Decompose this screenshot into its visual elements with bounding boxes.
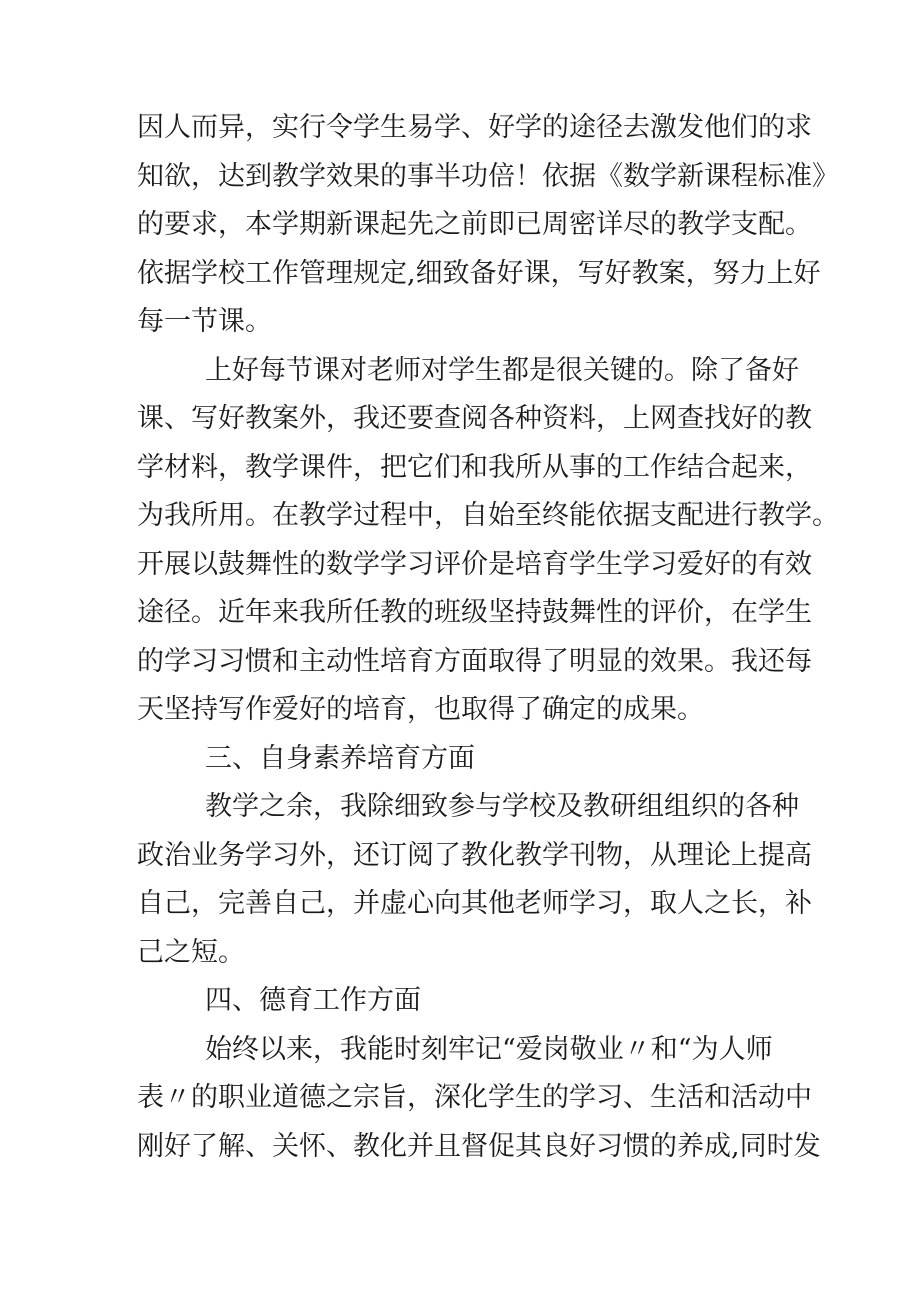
text-line: 四、德育工作方面	[205, 985, 421, 1016]
text-line: 知欲，达到教学效果的事半功倍！依据《数学新课程标准》	[137, 160, 839, 192]
document-body	[137, 104, 839, 1171]
text-line: 己之短。	[137, 936, 245, 968]
text-line: 自己，完善自己，并虚心向其他老师学习，取人之长，补	[137, 888, 812, 919]
text-line: 依据学校工作管理规定,细致备好课，写好教案，努力上好	[137, 257, 821, 289]
text-line: 的学习习惯和主动性培育方面取得了明显的效果。我还每	[137, 645, 812, 677]
text-line: 学材料，教学课件，把它们和我所从事的工作结合起来，	[137, 451, 812, 483]
text-line: 教学之余，我除细致参与学校及教研组组织的各种	[205, 791, 799, 822]
text-line: 表〃的职业道德之宗旨，深化学生的学习、生活和活动中	[137, 1082, 812, 1113]
text-line: 刚好了解、关怀、教化并且督促其良好习惯的养成,同时发	[137, 1130, 821, 1162]
text-line: 每一节课。	[137, 306, 272, 337]
text-line: 途径。近年来我所任教的班级坚持鼓舞性的评价，在学生	[137, 597, 812, 628]
text-line: 三、自身素养培育方面	[205, 742, 475, 774]
text-line: 开展以鼓舞性的数学学习评价是培育学生学习爱好的有效	[137, 548, 812, 580]
text-line: 天坚持写作爱好的培育，也取得了确定的成果。	[137, 694, 704, 725]
text-line: 为我所用。在教学过程中，自始至终能依据支配进行教学。	[137, 500, 839, 531]
text-line: 因人而异，实行令学生易学、好学的途径去激发他们的求	[137, 112, 812, 143]
text-line: 的要求，本学期新课起先之前即已周密详尽的教学支配。	[137, 209, 812, 240]
text-line: 始终以来，我能时刻牢记“爱岗敬业〃和“为人师	[205, 1033, 773, 1065]
text-line: 课、写好教案外，我还要查阅各种资料，上网查找好的教	[137, 403, 812, 434]
text-line: 上好每节课对老师对学生都是很关键的。除了备好	[205, 354, 799, 386]
text-line: 政治业务学习外，还订阅了教化教学刊物，从理论上提高	[137, 839, 812, 871]
